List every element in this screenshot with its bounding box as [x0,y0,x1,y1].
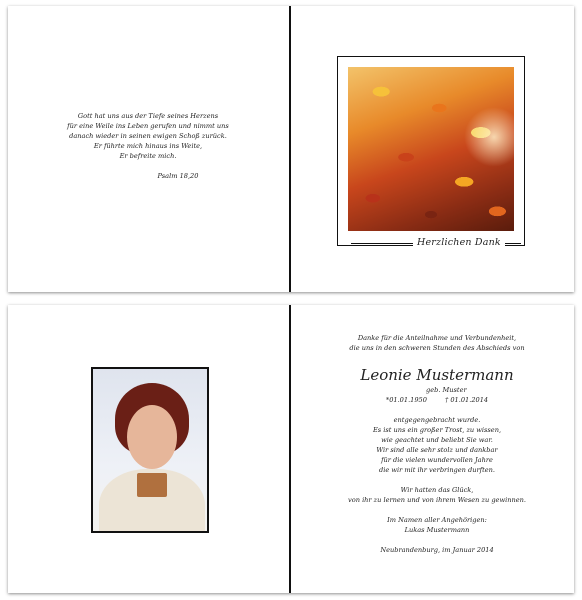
fold-line [289,305,291,593]
place-date: Neubrandenburg, im Januar 2014 [380,546,494,554]
stanza-line: wie geachtet und beliebt Sie war. [381,436,493,444]
stanza-line: Es ist uns ein großer Trost, zu wissen, [372,426,502,434]
portrait-face [127,405,177,469]
stanza-line: Wir hatten das Glück, [400,486,474,494]
stanza-line: Wir sind alle sehr stolz und dankbar [376,446,498,454]
photo-frame [337,56,525,246]
signature-name: Lukas Mustermann [404,526,470,534]
portrait-collar [137,473,167,497]
birth-date: *01.01.1950 [385,396,427,404]
portrait-photo [91,367,209,533]
intro-line: Danke für die Anteilnahme und Verbundenheit, [357,334,517,342]
signature-line: Im Namen aller Angehörigen: [387,516,487,524]
poem-line: danach wieder in seinen ewigen Schoß zurück. [69,132,227,140]
thanks-text [308,333,566,555]
photo-caption: Herzlichen Dank [413,237,505,248]
poem-line: für eine Weile ins Leben gerufen und nimmt uns [67,122,229,130]
poem-line: Gott hat uns aus der Tiefe seines Herzens [77,112,219,120]
card-top [8,6,574,292]
deceased-name: Leonie Mustermann [360,366,514,384]
fold-line [289,6,291,292]
life-dates [308,395,566,405]
stanza-line: für die vielen wundervollen Jahre [381,456,493,464]
stanza-line: die wir mit ihr verbringen durften. [379,466,495,474]
maiden-name: geb. Muster [426,386,467,394]
card-bottom [8,305,574,593]
stanza-line: von ihr zu lernen und von ihrem Wesen zu gewinnen. [348,496,526,504]
poem-line: Er führte mich hinaus ins Weite, [93,142,203,150]
intro-line: die uns in den schweren Stunden des Abschieds von [349,344,525,352]
stanza-line: entgegengebracht wurde. [393,416,481,424]
autumn-leaves-photo [348,67,514,231]
poem-source: Psalm 18,20 [157,172,199,180]
death-date: † 01.01.2014 [444,396,489,404]
poem [48,111,248,181]
poem-line: Er befreite mich. [119,152,177,160]
